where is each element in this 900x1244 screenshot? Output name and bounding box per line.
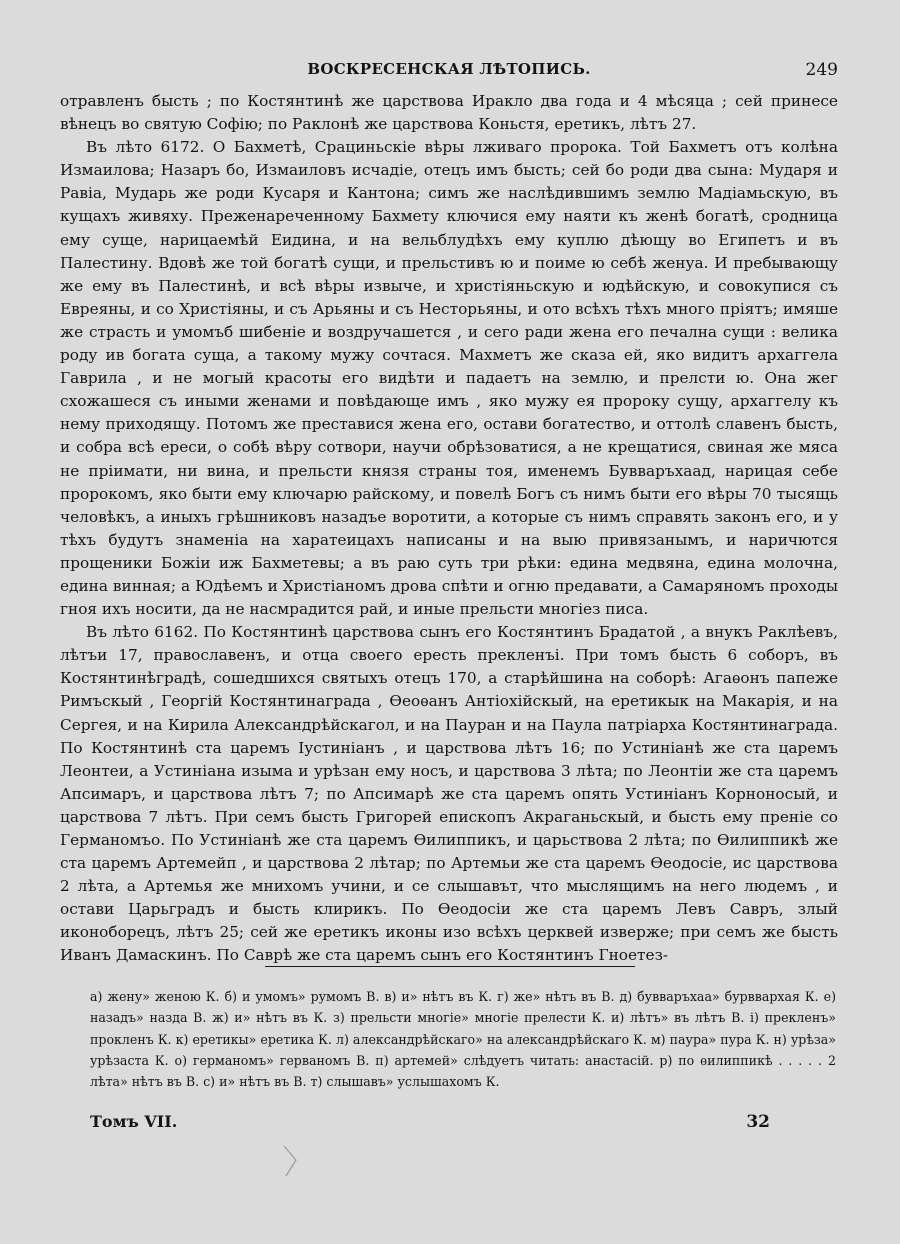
- signature-mark: 32: [746, 1112, 770, 1132]
- page-footer: [90, 1112, 770, 1138]
- paragraph: Въ лѣто 6162. По Костянтинѣ царствова сынъ его Костянтинъ Брадатой , а внукъ Раклѣевъ, лѣтъи 17, православенъ, и отца своего ересть прекленъі. При томъ бысть 6 соборъ, въ Костянтинѣградѣ, сошедшихся святыхъ отецъ 170, а старѣйшина на соборѣ: Агаѳонъ папеже Римъскый , Георгій Костянтинаграда , Ѳеоѳанъ Антіохійскый, на еретикык на Макарія, и на Сергея, и на Кирила Александрѣйскагол, и на Пауран и на Паула патріарха Костянтинаграда. По Костянтинѣ ста царемъ Іустиніанъ , и царствова лѣтъ 16; по Устиніанѣ же ста царемъ Леонтеи, а Устиніана изыма и урѣзан ему носъ, и царствова 3 лѣта; по Леонтіи же ста царемъ Апсимаръ, и царствова лѣтъ 7; по Апсимарѣ же ста царемъ опять Устиніанъ Корноносый, и царствова 7 лѣтъ. При семъ бысть Григорей епископъ Акраганьскый, и бысть ему преніе со Германомъо. По Устиніанѣ же ста царемъ Ѳилиппикъ, и царьствова 2 лѣта; по Ѳилиппикѣ же ста царемъ Артемейп , и царствова 2 лѣтар; по Артемьи же ста царемъ Ѳеодосіе, ис царствова 2 лѣта, а Артемья же мнихомъ учини, и се слышавът, что мыслящимъ на него людемъ , и остави Царьградъ и бысть клирикъ. По Ѳеодосіи же ста царемъ Левъ Савръ, злый иконоборецъ, лѣтъ 25; сей же еретикъ иконы изо всѣхъ церквей изверже; при семъ же бысть Иванъ Дамаскинъ. По Саврѣ же ста царемъ сынъ его Костянтинъ Гноетез-: [60, 623, 838, 965]
- pencil-mark: [276, 1142, 306, 1182]
- paragraph: отравленъ бысть ; по Костянтинѣ же царствова Иракло два года и 4 мѣсяца ; сей принесе вѣнецъ во святую Софію; по Раклонѣ же царствова Коньстя, еретикъ, лѣтъ 27.: [60, 92, 838, 134]
- page-number: 249: [805, 60, 838, 80]
- page-header: [60, 60, 838, 86]
- running-head: ВОСКРЕСЕНСКАЯ ЛѢТОПИСЬ.: [307, 60, 591, 78]
- main-text: [60, 90, 838, 968]
- footnote-divider: [265, 966, 635, 967]
- paragraph: Въ лѣто 6172. О Бахметѣ, Срациньскіе вѣры лживаго пророка. Той Бахметъ отъ колѣна Измаилова; Назаръ бо, Измаиловъ исчадіе, отецъ имъ бысть; сей бо роди два сына: Мударя и Равіа, Мударь же роди Кусаря и Кантона; симъ же наслѣдившимъ землю Мадіамьскую, въ кущахъ живяху. Преженареченному Бахмету ключися ему наяти къ женѣ богатѣ, сродница ему суще, нарицаемѣй Еидина, и на вельблудѣхъ ему куплю дѣющу во Египетъ и въ Палестину. Вдовѣ же той богатѣ сущи, и прельстивъ ю и поиме ю себѣ женуа. И пребывающу же ему въ Палестинѣ, и всѣ вѣры извыче, и христіяньскую и юдѣйскую, и совокупися съ Евреяны, и со Христіяны, и съ Арьяны и съ Несторьяны, и ото всѣхъ тѣхъ много пріятъ; имяше же страсть и умомъб шибеніе и воздручашется , и сего ради жена его печална сущи : велика роду ив богата суща, а такому мужу сочтася. Махметъ же сказа ей, яко видитъ архаггела Гаврила , и не могый красоты его видѣти и падаетъ на землю, и прелсти ю. Она жег схожашеся съ иными женами и повѣдающе имъ , яко мужу ея пророку сущу, архаггелу къ нему приходящу. Потомъ же преставися жена его, остави богатество, и оттолѣ славенъ бысть, и собра всѣ ереси, о собѣ вѣру сотвори, научи обрѣзоватися, а не крещатися, свиная же мяса не пріимати, ни вина, и прельсти князя страны тоя, именемъ Бувваръхаад, нарицая себе пророкомъ, яко быти ему ключарю райскому, и повелѣ Богъ съ нимъ быти его вѣры 70 тысящь человѣкъ, а иныхъ грѣшниковъ назадъе воротити, а которые съ нимъ справять законъ его, и у тѣхъ будутъ знаменіа на харатеицахъ написаны и на выю привязанымъ, и наричются прощеники Божіи иж Бахметевы; а въ раю суть три рѣки: едина медвяна, едина молочна, едина винная; а Юдѣемъ и Христіаномъ дрова спѣти и огню предавати, а Самаряномъ проходы гноя ихъ носити, да не насмрадится рай, и иные прельсти многіез писа.: [60, 138, 838, 619]
- volume-label: Томъ VII.: [90, 1112, 178, 1131]
- footnotes: а) жену» женою К. б) и умомъ» румомъ В. в) и» нѣтъ въ К. г) же» нѣтъ въ В. д) бувваръхаа» бурввархая К. е) назадъ» назда В. ж) и» нѣтъ въ К. з) прельсти многіе» многіе прелести К. и) лѣтъ» въ лѣтъ В. і) прекленъ» прокленъ К. к) еретикы» еретика К. л) александрѣйскаго» на александрѣйскаго К. м) паура» пура К. н) урѣза» урѣзаста К. о) германомъ» герваномъ В. п) артемей» слѣдуетъ читать: анастасій. р) по ѳилиппикѣ . . . . . 2 лѣта» нѣтъ въ В. с) и» нѣтъ въ В. т) слышавъ» услышахомъ К.: [90, 989, 836, 1090]
